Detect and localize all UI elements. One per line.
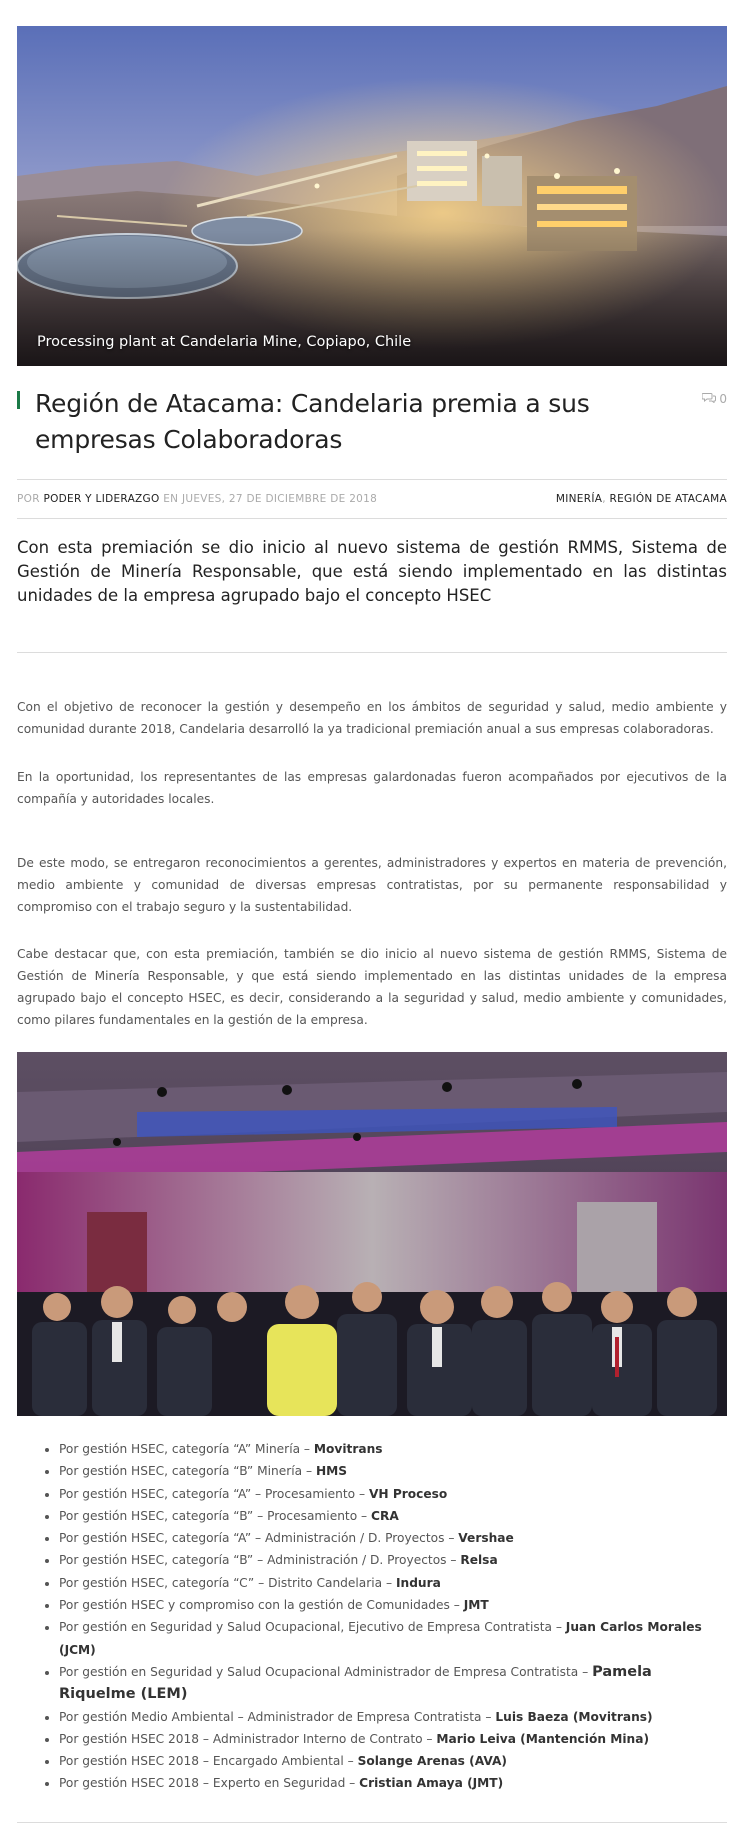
awards-list bbox=[17, 1438, 727, 1795]
body-paragraph-3: De este modo, se entregaron reconocimientos a gerentes, administradores y expertos en materia de prevención, medio ambiente y comunidad de diversas empresas contratistas, por su permanente responsabilidad y compromiso con el trabajo seguro y la sustentabilidad. bbox=[17, 856, 727, 914]
post-categories bbox=[556, 493, 727, 505]
award-item: • Por gestión HSEC 2018 – Administrador Interno de Contrato – Mario Leiva (Mantención Mina) bbox=[59, 1728, 727, 1750]
hero-image bbox=[17, 26, 727, 366]
award-item: • Por gestión HSEC y compromiso con la gestión de Comunidades – JMT bbox=[59, 1594, 727, 1616]
award-item: • Por gestión HSEC 2018 – Encargado Ambiental – Solange Arenas (AVA) bbox=[59, 1750, 727, 1772]
article-lead: Con esta premiación se dio inicio al nuevo sistema de gestión RMMS, Sistema de Gestión de Minería Responsable, que está siendo implementado en las distintas unidades de la empresa agrupado bajo el concepto HSEC bbox=[17, 538, 727, 605]
footer-divider bbox=[17, 1822, 727, 1823]
body-paragraph-4: Cabe destacar que, con esta premiación, también se dio inicio al nuevo sistema de gestión RMMS, Sistema de Gestión de Minería Responsable, y que está siendo implementado en las distintas unidades de la empresa agrupado bajo el concepto HSEC, es decir, considerando a la seguridad y salud, medio ambiente y comunidades, como pilares fundamentales en la gestión de la empresa. bbox=[17, 947, 727, 1027]
award-item: • Por gestión en Seguridad y Salud Ocupacional Administrador de Empresa Contratista – Pamela Riquelme (LEM) bbox=[59, 1661, 727, 1706]
comment-count-link[interactable] bbox=[702, 392, 727, 406]
award-item: • Por gestión HSEC 2018 – Experto en Seguridad – Cristian Amaya (JMT) bbox=[59, 1772, 727, 1794]
award-item: • Por gestión HSEC, categoría “B” – Procesamiento – CRA bbox=[59, 1505, 727, 1527]
award-item: • Por gestión HSEC, categoría “A” Minería – Movitrans bbox=[59, 1438, 727, 1460]
speech-bubbles-icon bbox=[702, 392, 716, 406]
article-header bbox=[17, 386, 727, 458]
audience-illustration bbox=[17, 1052, 727, 1416]
post-byline bbox=[17, 493, 377, 505]
award-item: • Por gestión HSEC, categoría “A” – Administración / D. Proyectos – Vershae bbox=[59, 1527, 727, 1549]
hero-caption: Processing plant at Candelaria Mine, Copiapo, Chile bbox=[37, 334, 412, 350]
award-item: • Por gestión HSEC, categoría “B” Minería – HMS bbox=[59, 1460, 727, 1482]
date-prefix: EN bbox=[163, 493, 179, 505]
post-meta bbox=[17, 479, 727, 519]
title-accent-bar bbox=[17, 391, 20, 409]
category-separator: , bbox=[602, 493, 606, 505]
award-item: • Por gestión HSEC, categoría “C” – Distrito Candelaria – Indura bbox=[59, 1572, 727, 1594]
category-link-region-atacama[interactable]: REGIÓN DE ATACAMA bbox=[609, 493, 727, 505]
lead-divider bbox=[17, 652, 727, 653]
comment-count: 0 bbox=[719, 392, 727, 406]
award-item: • Por gestión en Seguridad y Salud Ocupacional, Ejecutivo de Empresa Contratista – Juan Carlos Morales (JCM) bbox=[59, 1616, 727, 1661]
author-link[interactable]: PODER Y LIDERAZGO bbox=[43, 493, 160, 505]
award-item: • Por gestión HSEC, categoría “A” – Procesamiento – VH Proceso bbox=[59, 1483, 727, 1505]
award-item: • Por gestión Medio Ambiental – Administrador de Empresa Contratista – Luis Baeza (Movitrans) bbox=[59, 1706, 727, 1728]
award-item: • Por gestión HSEC, categoría “B” – Administración / D. Proyectos – Relsa bbox=[59, 1549, 727, 1571]
category-link-mineria[interactable]: MINERÍA bbox=[555, 493, 603, 505]
mining-plant-illustration bbox=[17, 26, 727, 366]
body-paragraph-2: En la oportunidad, los representantes de las empresas galardonadas fueron acompañados por ejecutivos de la compañía y autoridades locales. bbox=[17, 770, 727, 806]
article-title: Región de Atacama: Candelaria premia a sus empresas Colaboradoras bbox=[35, 389, 590, 454]
ceremony-photo bbox=[17, 1052, 727, 1416]
byline-prefix: POR bbox=[17, 493, 40, 505]
body-paragraph-1: Con el objetivo de reconocer la gestión y desempeño en los ámbitos de seguridad y salud, medio ambiente y comunidad durante 2018, Candelaria desarrolló la ya tradicional premiación anual a sus empresas colaboradoras. bbox=[17, 700, 727, 736]
post-date: JUEVES, 27 DE DICIEMBRE DE 2018 bbox=[181, 493, 378, 505]
